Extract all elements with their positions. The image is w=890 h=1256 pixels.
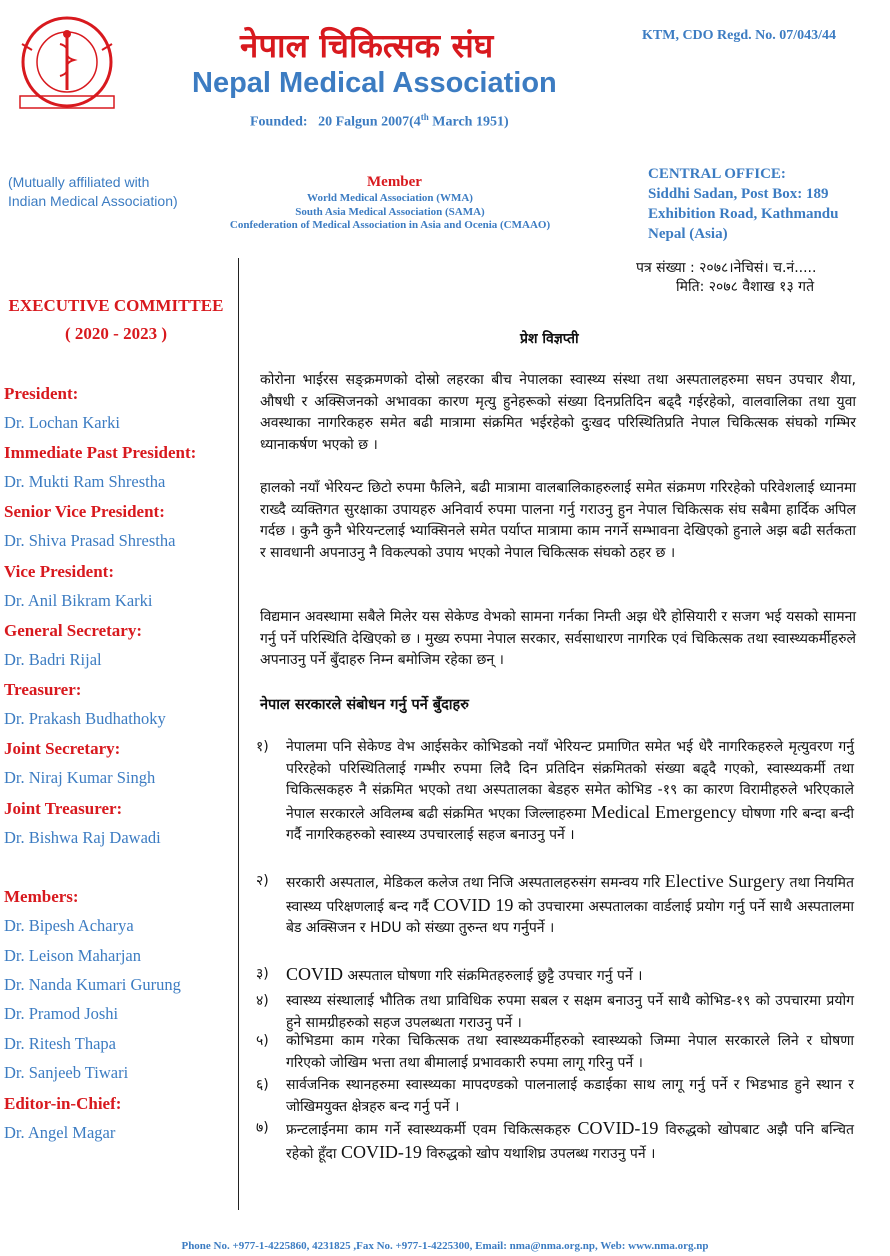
name-joint-secretary: Dr. Niraj Kumar Singh: [4, 768, 156, 787]
org-name-nepali: नेपाल चिकित्सक संघ: [240, 26, 494, 65]
member-name: Dr. Nanda Kumari Gurung: [4, 975, 181, 994]
footer-contact: Phone No. +977-1-4225860, 4231825 ,Fax No. +977-1-4225300, Email: nma@nma.org.np, Web: www.nma.org.np: [181, 1240, 709, 1252]
role-treasurer: Treasurer:: [4, 680, 82, 699]
founded-date: Founded: 20 Falgun 2007(4th March 1951): [250, 112, 509, 130]
list-item: १) नेपालमा पनि सेकेण्ड वेभ आईसकेर कोभिडको नयाँ भेरियन्ट प्रमाणित समेत भई धेरै नागरिकहरुले मृत्युवरण गर्नु परिरहेको परिस्थितिलाई गम्भीर रुपमा लिदै दिन प्रतिदिन संक्रमितको संख्या बढ्दै गएको, स्वास्थ्यकर्मी तथा चिकित्सकहरु नै संक्रमित भएको तथा अस्पतालका बेडहरु समेत कोभिड -१९ का कारण विरामीहरुले भरिएकाले नेपाल सरकारले अविलम्ब बढी संक्रमित भएका जिल्लाहरुमा Medical Emergency घोषणा गरि बन्दा बन्दी गर्दै नागरिकहरुको स्वास्थ्य उपचारलाई सहज बनाउनु पर्ने ।: [256, 739, 855, 843]
reference-number: पत्र संख्या : २०७८।नेचिसं। च.नं.....: [636, 260, 817, 276]
role-general-secretary: General Secretary:: [4, 621, 142, 640]
name-treasurer: Dr. Prakash Budhathoky: [4, 709, 166, 728]
name-vice-president: Dr. Anil Bikram Karki: [4, 591, 153, 610]
name-president: Dr. Lochan Karki: [4, 413, 120, 432]
role-joint-treasurer: Joint Treasurer:: [4, 799, 123, 818]
paragraph-1: कोरोना भाईरस सङ्क्रमणको दोस्रो लहरका बीच नेपालका स्वास्थ्य संस्था तथा अस्पतालहरुमा सघन उपचार शैया, औषधी र अक्सिजनको अभावका कारण मृत्यु हुनेहरूको संख्या दिनप्रतिदिन बढ्दै गईरहेको, वालवालिका तथा युवा अवस्थाका नागरिकहरु समेत बढी मात्रामा संक्रमित भईरहेको दुःखद परिस्थितिप्रति नेपाल चिकित्सक संघको गम्भिर ध्यानाकर्षण भएको छ ।: [260, 372, 856, 453]
role-vice-president: Vice President:: [4, 562, 114, 581]
paragraph-3: विद्यमान अवस्थामा सबैले मिलेर यस सेकेण्ड वेभको सामना गर्नका निम्ती अझ धेरै होसियारी र सजग भई यसको सामना गर्नु पर्ने परिस्थिति देखिएको छ । मुख्य रुपमा नेपाल सरकार, सर्वसाधारण नागरिक एवं चिकित्सक तथा स्वास्थ्यकर्मीहरुले अपनाउनु पर्ने बुँदाहरु निम्न बमोजिम रहेका छन् ।: [260, 609, 856, 668]
press-release-title: प्रेश विज्ञप्ती: [520, 331, 579, 347]
letter-date: मिति: २०७८ वैशाख १३ गते: [676, 279, 815, 295]
name-joint-treasurer: Dr. Bishwa Raj Dawadi: [4, 828, 161, 847]
section-heading: नेपाल सरकारले संबोधन गर्नु पर्ने बुँदाहरु: [260, 697, 469, 713]
role-editor-in-chief: Editor-in-Chief:: [4, 1094, 122, 1113]
role-senior-vice-president: Senior Vice President:: [4, 502, 165, 521]
member-name: Dr. Bipesh Acharya: [4, 916, 134, 935]
executive-committee-title: EXECUTIVE COMMITTEE: [8, 296, 224, 315]
registration-number: KTM, CDO Regd. No. 07/043/44: [642, 28, 837, 43]
member-name: Dr. Sanjeeb Tiwari: [4, 1063, 129, 1082]
role-president: President:: [4, 384, 79, 403]
role-members: Members:: [4, 887, 79, 906]
affiliation-note: (Mutually affiliated with Indian Medical Association): [8, 174, 178, 209]
org-name-english: Nepal Medical Association: [192, 67, 557, 99]
list-item: ६) सार्वजनिक स्थानहरुमा स्वास्थ्यका मापदण्डको पालनालाई कडाईका साथ लागू गर्नु पर्ने र भिडभाड हुने स्थान र जोखिमयुक्त क्षेत्रहरु बन्द गर्नु पर्ने ।: [256, 1077, 854, 1115]
sidebar-divider: [238, 258, 239, 1210]
role-immediate-past-president: Immediate Past President:: [4, 443, 197, 462]
executive-committee-years: ( 2020 - 2023 ): [65, 324, 167, 343]
name-editor-in-chief: Dr. Angel Magar: [4, 1123, 116, 1142]
list-item: ५) कोभिडमा काम गरेका चिकित्सक तथा स्वास्थ्यकर्मीहरुको स्वास्थ्यको जिम्मा नेपाल सरकारले लिने र घोषणा गरिएको जोखिम भत्ता तथा बीमालाई प्रभावकारी रुपमा लागू गरिनु पर्ने ।: [256, 1033, 854, 1071]
list-item: ३) COVID अस्पताल घोषणा गरि संक्रमितहरुलाई छुट्टै उपचार गर्नु पर्ने ।: [256, 964, 643, 984]
member-name: Dr. Ritesh Thapa: [4, 1034, 116, 1053]
list-item: २) सरकारी अस्पताल, मेडिकल कलेज तथा निजि अस्पतालहरुसंग समन्वय गरि Elective Surgery तथा नियमित स्वास्थ्य परिक्षणलाई बन्द गर्दै COVID 19 को उपचारमा अस्पतालका वार्डलाई प्रयोग गर्नु पर्ने साथै अस्पतालमा बेड अक्सिजन र HDU को संख्या तुरुन्त थप गर्नुपर्ने ।: [256, 871, 855, 936]
member-name: Dr. Leison Maharjan: [4, 946, 142, 965]
role-joint-secretary: Joint Secretary:: [4, 739, 121, 758]
list-item: ४) स्वास्थ्य संस्थालाई भौतिक तथा प्राविधिक रुपमा सबल र सक्षम बनाउनु पर्ने साथै कोभिड-१९ को उपचारमा प्रयोग हुने सामग्रीहरुको सहज उपलब्धता गराउनु पर्ने ।: [256, 993, 854, 1031]
member-organizations: World Medical Association (WMA) South Asia Medical Association (SAMA) Confederation of Medical Association in Asia and Ocenia (CMAAO): [229, 192, 551, 231]
name-senior-vice-president: Dr. Shiva Prasad Shrestha: [4, 531, 176, 550]
name-immediate-past-president: Dr. Mukti Ram Shrestha: [4, 472, 166, 491]
nma-logo: [12, 10, 122, 120]
paragraph-2: हालको नयाँ भेरियन्ट छिटो रुपमा फैलिने, बढी मात्रामा वालबालिकाहरुलाई समेत संक्रमण गरिरहेको परिवेशलाई ध्यानमा राख्दै व्यक्तिगत सुरक्षाका उपायहरु अनिवार्य रुपमा पालना गर्नु गराउनु हुन नेपाल चिकित्सक संघ सबैमा हार्दिक अपिल गर्दछ । कुनै कुनै भेरियन्टलाई भ्याक्सिनले समेत पर्याप्त मात्रामा काम नगर्ने सम्भावना देखिएको हुनाले अझ बढी सर्तकता र सावधानी अपनाउनु नै विकल्पको उपाय भएको नेपाल चिकित्सक संघको ठहर छ ।: [260, 480, 856, 561]
member-name: Dr. Pramod Joshi: [4, 1004, 119, 1023]
member-heading: Member: [367, 174, 422, 190]
central-office-address: CENTRAL OFFICE: Siddhi Sadan, Post Box: 189 Exhibition Road, Kathmandu Nepal (Asia): [648, 166, 839, 242]
name-general-secretary: Dr. Badri Rijal: [4, 650, 102, 669]
list-item: ७) फ्रन्टलाईनमा काम गर्ने स्वास्थ्यकर्मी एवम चिकित्सकहरु COVID-19 विरुद्धको खोपबाट अझै पनि बन्चित रहेको हूँदा COVID-19 विरुद्धको खोप यथाशिघ्र उपलब्ध गराउनु पर्ने ।: [256, 1118, 854, 1162]
